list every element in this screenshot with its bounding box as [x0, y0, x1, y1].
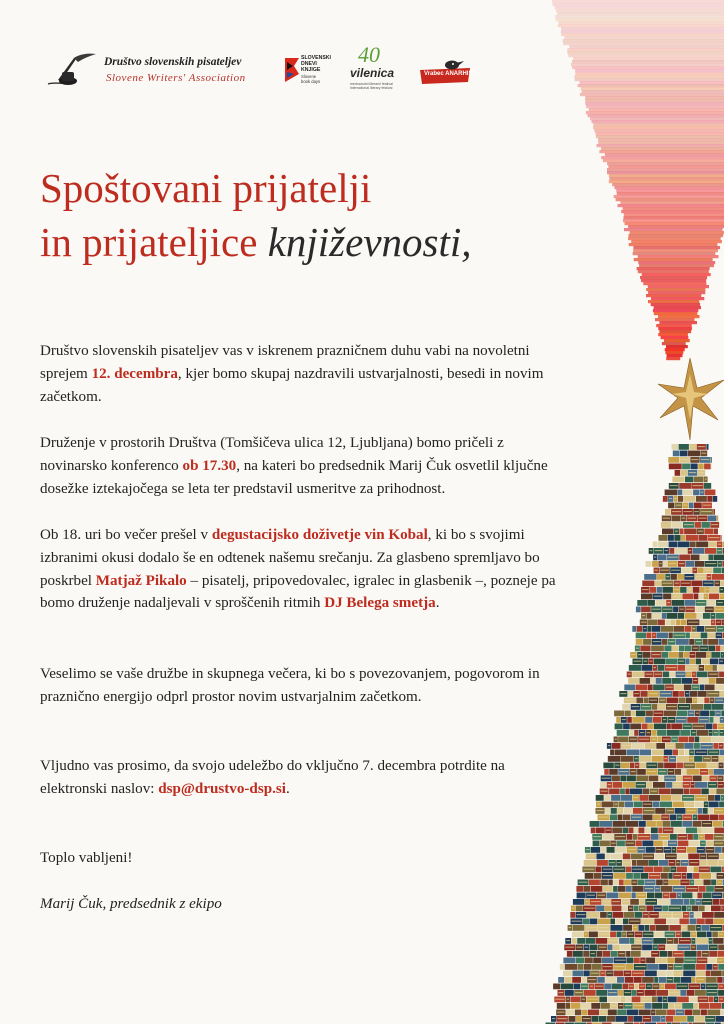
paragraph-press-conference	[40, 432, 560, 500]
pen-inkwell-icon	[44, 50, 102, 90]
closing-greeting: Toplo vabljeni!	[40, 850, 133, 866]
p2-text-b: , na kateri bo predsednik Marij Čuk osvetlil ključne dosežke iztekajočega se leta ter predstavil usmeritve za prihodnost.	[40, 457, 548, 497]
book-days-name: SLOVENSKI DNEVI KNJIGE	[301, 55, 331, 73]
wine-tasting-highlight: degustacijsko doživetje vin Kobal	[211, 527, 428, 543]
dj-name: DJ Belega smetja	[324, 595, 436, 612]
headline	[40, 161, 600, 269]
headline-line-1: Spoštovani prijatelji	[40, 165, 372, 211]
event-date: 12. decembra	[91, 365, 178, 382]
p3-text-b: , ki bo s svojimi izbranimi okusi dodalo še en odtenek našemu srečanju. Za glasbeno spremljavo bo poskrbel	[40, 527, 540, 589]
p5-text-b: .	[285, 780, 290, 797]
headline-line-2-italic: književnosti,	[267, 219, 472, 265]
dsp-name-text: Društvo slovenskih pisateljev	[104, 56, 242, 68]
p3-text-c: – pisatelj, pripovedovalec, igralec in glasbenik –, pozneje pa bomo druženje nadaljevali v sproščenih ritmih	[40, 572, 556, 612]
slovene-book-days-logo	[284, 54, 350, 90]
anarhist-logo	[418, 58, 477, 86]
p2-text-a: Druženje v prostorih Društva (Tomšičeva ulica 12, Ljubljana) bomo pričeli z novinarsko konferenco	[40, 435, 504, 474]
p5-text-a: Vljudno vas prosimo, da svojo udeležbo do vključno 7. decembra potrdite na elektronski naslov:	[40, 758, 505, 797]
p3-text-a: Ob 18. uri bo večer prešel v	[40, 527, 212, 543]
p1-text-b: , kjer bomo skupaj nazdravili ustvarjalnosti, besedi in novim začetkom.	[40, 365, 544, 405]
vilenica-logo	[350, 42, 406, 96]
conference-time: ob 17.30	[182, 457, 237, 474]
p1-text-a: Društvo slovenskih pisateljev vas v iskrenem prazničnem duhu vabi na novoletni sprejem	[40, 343, 530, 382]
paragraph-rsvp	[40, 755, 560, 801]
vilenica-name: vilenica	[350, 66, 395, 80]
paragraph-evening-program	[40, 524, 560, 615]
book-days-mark-icon	[284, 56, 300, 84]
vilenica-number: 40	[358, 42, 380, 67]
star-icon	[658, 358, 724, 440]
paragraph-invitation	[40, 340, 560, 408]
musician-name: Matjaž Pikalo	[95, 572, 187, 589]
headline-line-2-plain: in prijateljice	[40, 219, 268, 265]
rsvp-email-link[interactable]: dsp@drustvo-dsp.si	[158, 780, 286, 797]
vilenica-subtitle: mednarodni literarni festival international literary festival	[350, 82, 393, 90]
book-days-subtitle: Slovene book days	[301, 74, 321, 84]
anarhist-name: Vrabec ANARHIST	[424, 71, 477, 77]
paragraph-welcome: Veselimo se vaše družbe in skupnega večera, ki bo s povezovanjem, pogovorom in praznično energijo odprl prostor novim ustvarjalnim začetkom.	[40, 666, 540, 705]
dsp-logo	[44, 48, 274, 94]
dsp-english-name: Slovene Writers' Association	[106, 72, 246, 84]
partner-logos	[44, 40, 484, 100]
p3-text-d: .	[435, 595, 440, 612]
signature: Marij Čuk, predsednik z ekipo	[40, 896, 222, 912]
headline-line-2	[40, 215, 600, 269]
